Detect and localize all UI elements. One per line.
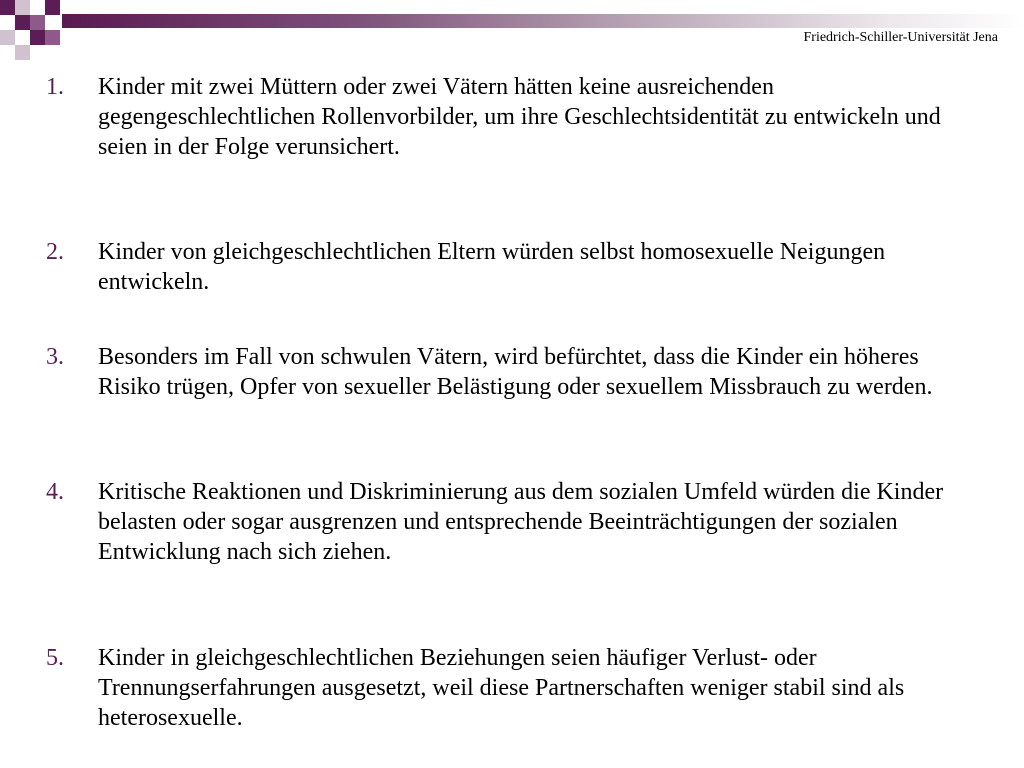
list-item-number: 5. xyxy=(46,645,64,671)
list-item-text: Kinder in gleichgeschlechtlichen Beziehungen seien häufiger Verlust- oder Trennungserfahrungen ausgesetzt, weil diese Partnerschaften weniger stabil sind als heterosexuelle. xyxy=(98,645,905,731)
list-item-text: Kritische Reaktionen und Diskriminierung aus dem sozialen Umfeld würden die Kinder belasten oder sogar ausgrenzen und entsprechende Beeinträchtigungen der sozialen Entwicklung nach sich ziehen. xyxy=(98,479,944,565)
list-item-number: 4. xyxy=(46,479,64,505)
list-item xyxy=(46,237,976,297)
list-item-text: Besonders im Fall von schwulen Vätern, wird befürchtet, dass die Kinder ein höheres Risiko trügen, Opfer von sexueller Belästigung oder sexuellem Missbrauch zu werden. xyxy=(98,344,933,400)
list-item xyxy=(46,643,976,733)
list-item xyxy=(46,477,976,567)
list-item-number: 1. xyxy=(46,74,64,100)
list-item-number: 2. xyxy=(46,239,64,265)
list-item-text: Kinder von gleichgeschlechtlichen Eltern würden selbst homosexuelle Neigungen entwickeln. xyxy=(98,239,886,295)
list-item-text: Kinder mit zwei Müttern oder zwei Vätern hätten keine ausreichenden gegengeschlechtlichen Rollenvorbilder, um ihre Geschlechtsidentität zu entwickeln und seien in der Folge verunsichert. xyxy=(98,74,941,160)
list-item xyxy=(46,72,976,162)
list-item xyxy=(46,342,976,402)
institution-name: Friedrich-Schiller-Universität Jena xyxy=(803,30,998,45)
list-item-number: 3. xyxy=(46,344,64,370)
